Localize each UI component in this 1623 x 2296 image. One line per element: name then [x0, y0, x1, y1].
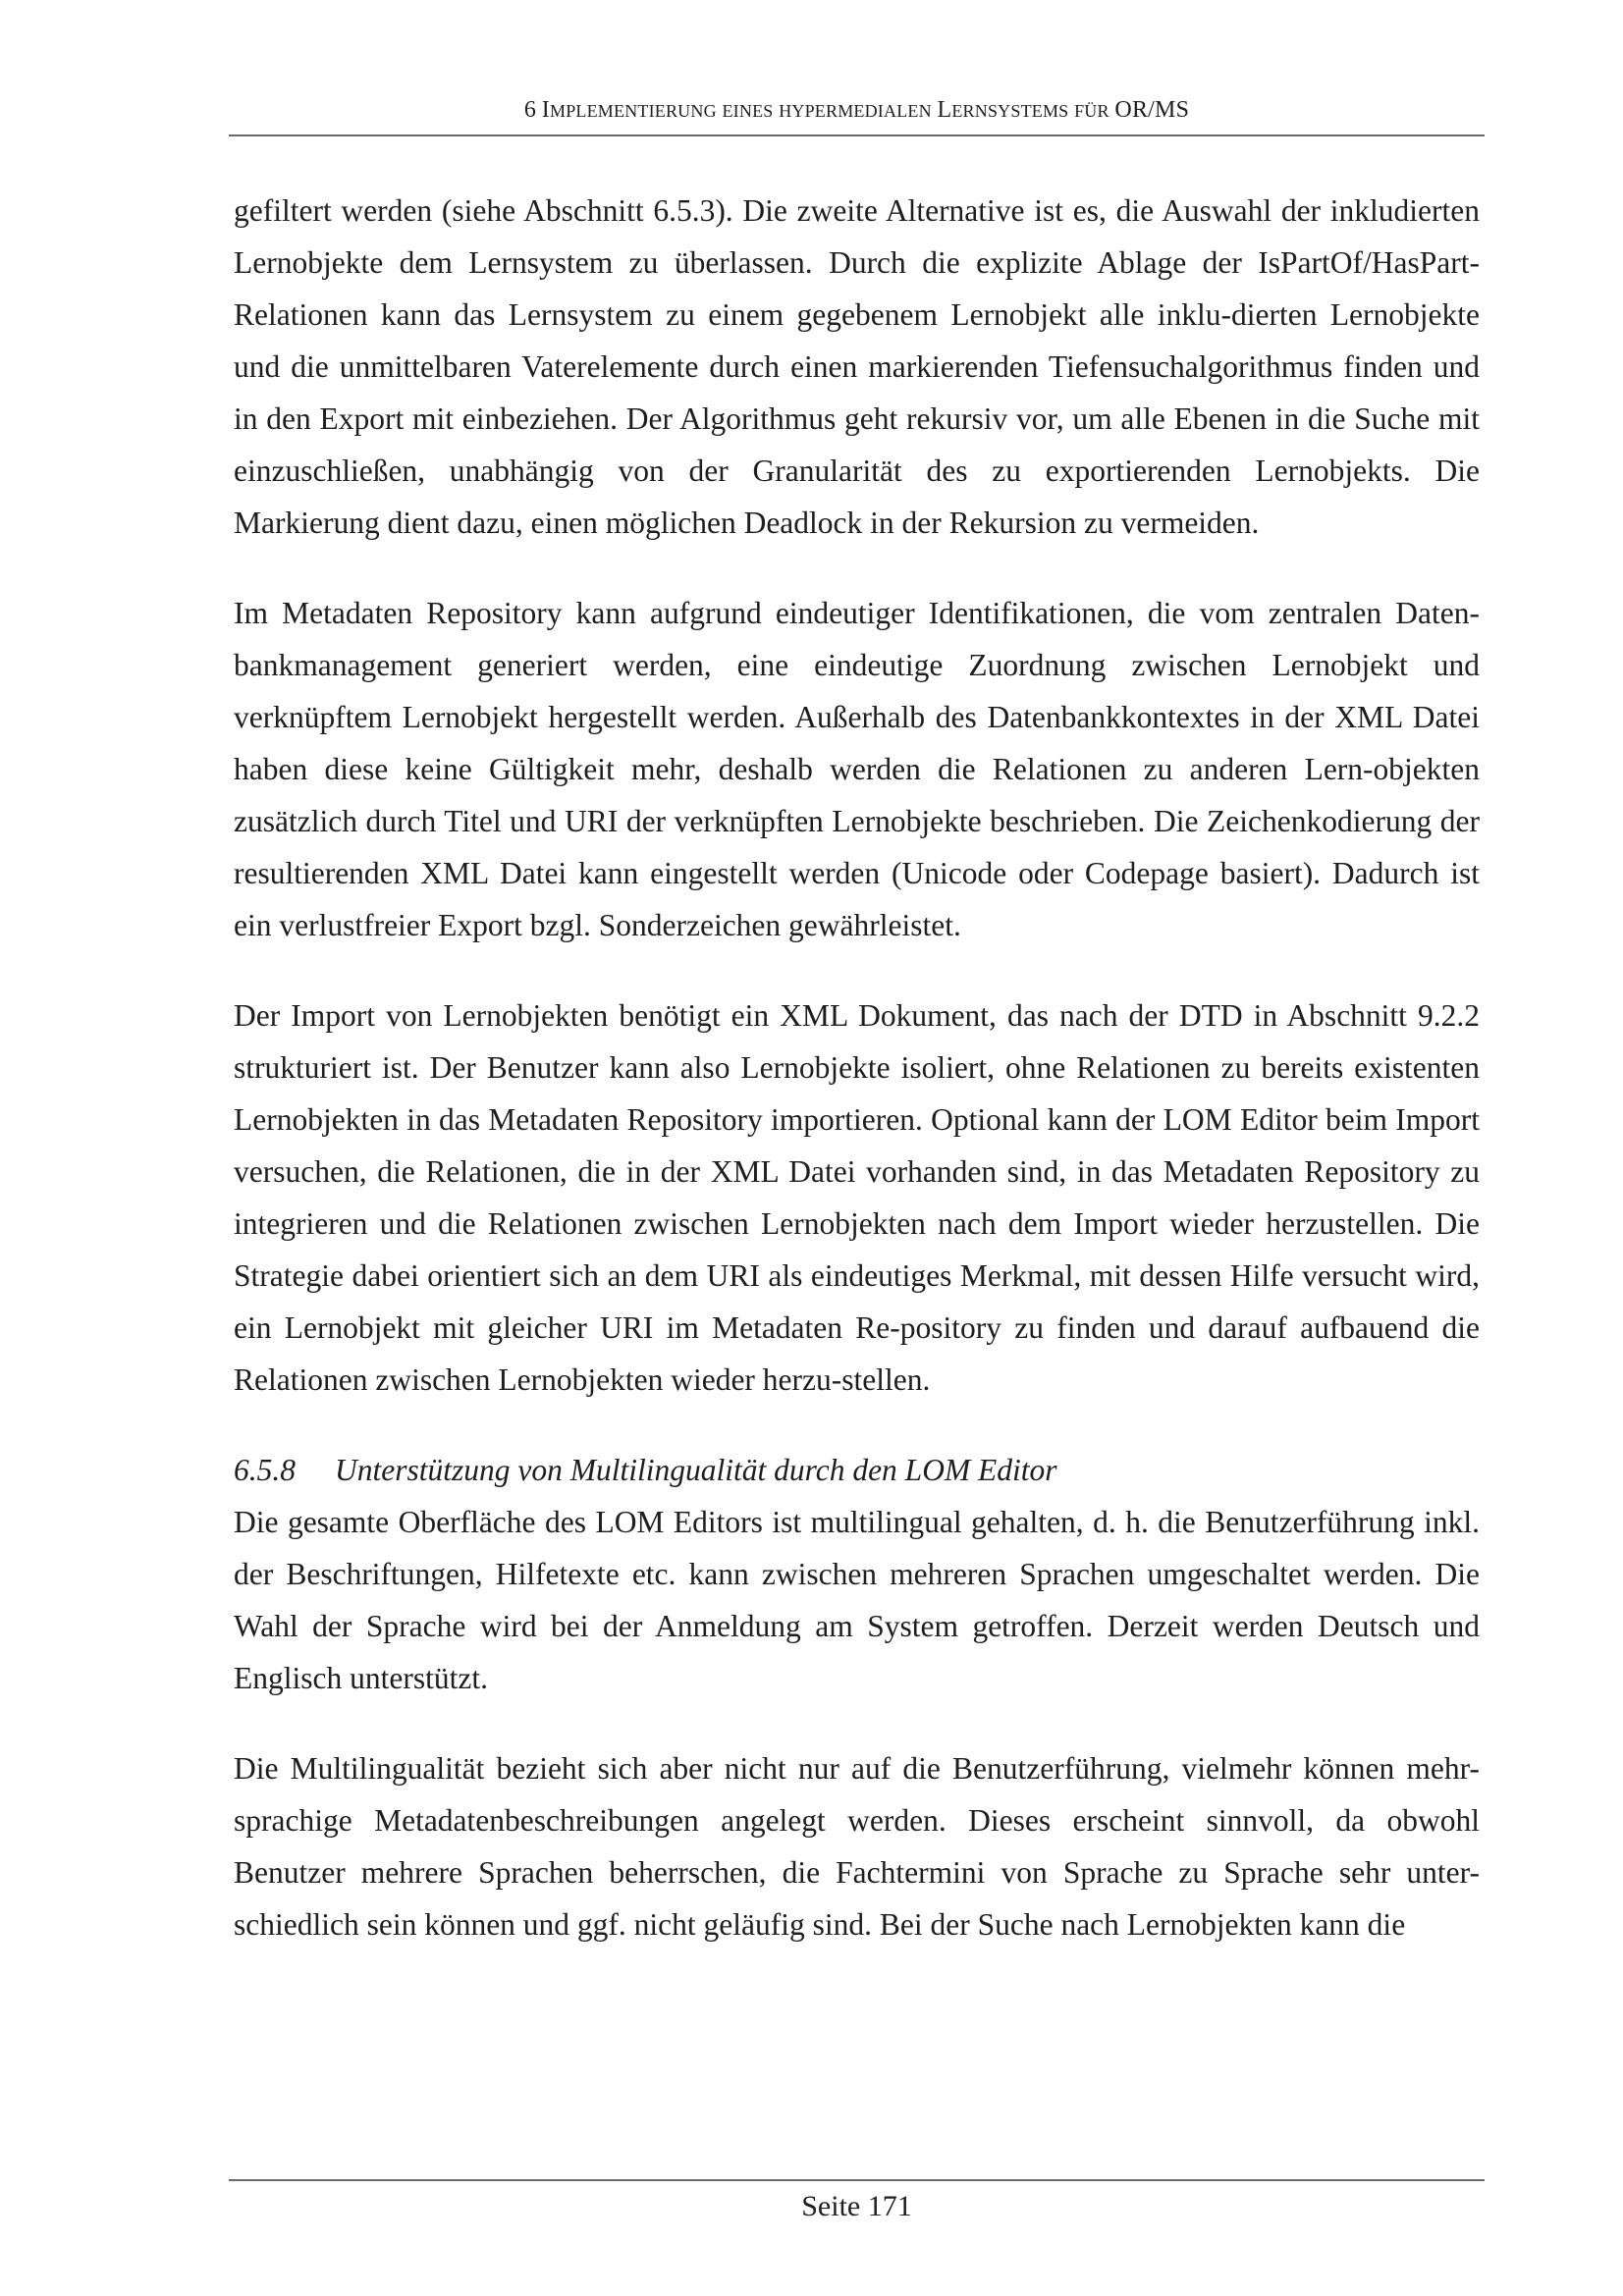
header-word: HYPERMEDIALEN — [779, 101, 932, 121]
header-word: LERNSYSTEMS — [937, 97, 1069, 123]
page-number: Seite 171 — [801, 2190, 912, 2222]
section-number: 6.5.8 — [234, 1453, 296, 1487]
header-word: IMPLEMENTIERUNG — [541, 97, 717, 123]
section-heading — [234, 1444, 1480, 1496]
header-word: EINES — [722, 101, 774, 121]
section-title: Unterstützung von Multilingualität durch den LOM Editor — [335, 1453, 1057, 1487]
body-paragraph: Die Multilingualität bezieht sich aber nicht nur auf die Benutzerführung, vielmehr können mehr-sprachige Metadatenbeschreibungen angelegt werden. Dieses erscheint sinnvoll, da obwohl Benutzer mehrere Sprachen beherrschen, die Fachtermini von Sprache zu Sprache sehr unter-schiedlich sein können und ggf. nicht geläufig sind. Bei der Suche nach Lernobjekten kann die — [234, 1751, 1480, 1942]
body-paragraph: Die gesamte Oberfläche des LOM Editors ist multilingual gehalten, d. h. die Benutzerführung inkl. der Beschriftungen, Hilfetexte etc. kann zwischen mehreren Sprachen umgeschaltet werden. Die Wahl der Sprache wird bei der Anmeldung am System getroffen. Derzeit werden Deutsch und Englisch unterstützt. — [234, 1505, 1480, 1695]
header-chapter-number: 6 — [523, 97, 537, 123]
body-paragraph: Der Import von Lernobjekten benötigt ein XML Dokument, das nach der DTD in Abschnitt 9.2.2 strukturiert ist. Der Benutzer kann also Lernobjekte isoliert, ohne Relationen zu bereits existenten Lernobjekten in das Metadaten Repository importieren. Optional kann der LOM Editor beim Import versuchen, die Relationen, die in der XML Datei vorhanden sind, in das Metadaten Repository zu integrieren und die Relationen zwischen Lernobjekten nach dem Import wieder herzustellen. Die Strategie dabei orientiert sich an dem URI als eindeutiges Merkmal, mit dessen Hilfe versucht wird, ein Lernobjekt mit gleicher URI im Metadaten Re-pository zu finden und darauf aufbauend die Relationen zwischen Lernobjekten wieder herzu-stellen. — [234, 998, 1480, 1397]
running-header — [229, 95, 1485, 136]
header-word: FÜR — [1074, 101, 1109, 121]
body-paragraph: Im Metadaten Repository kann aufgrund eindeutiger Identifikationen, die vom zentralen Daten-bankmanagement generiert werden, eine eindeutige Zuordnung zwischen Lernobjekt und verknüpftem Lernobjekt hergestellt werden. Außerhalb des Datenbankkontextes in der XML Datei haben diese keine Gültigkeit mehr, deshalb werden die Relationen zu anderen Lern-objekten zusätzlich durch Titel und URI der verknüpften Lernobjekte beschrieben. Die Zeichenkodierung der resultierenden XML Datei kann eingestellt werden (Unicode oder Codepage basiert). Dadurch ist ein verlustfreier Export bzgl. Sonderzeichen gewährleistet. — [234, 596, 1480, 942]
header-word: OR/MS — [1114, 97, 1190, 123]
page-body — [234, 185, 1480, 1989]
header-chapter-title — [542, 97, 1189, 122]
footer-rule — [229, 2179, 1485, 2181]
body-paragraph: gefiltert werden (siehe Abschnitt 6.5.3). Die zweite Alternative ist es, die Auswahl der inkludierten Lernobjekte dem Lernsystem zu überlassen. Durch die explizite Ablage der IsPartOf/HasPart-Relationen kann das Lernsystem zu einem gegebenem Lernobjekt alle inklu-dierten Lernobjekte und die unmittelbaren Vaterelemente durch einen markierenden Tiefensuchalgorithmus finden und in den Export mit einbeziehen. Der Algorithmus geht rekursiv vor, um alle Ebenen in die Suche mit einzuschließen, unabhängig von der Granularität des zu exportierenden Lernobjekts. Die Markierung dient dazu, einen möglichen Deadlock in der Rekursion zu vermeiden. — [234, 193, 1480, 540]
